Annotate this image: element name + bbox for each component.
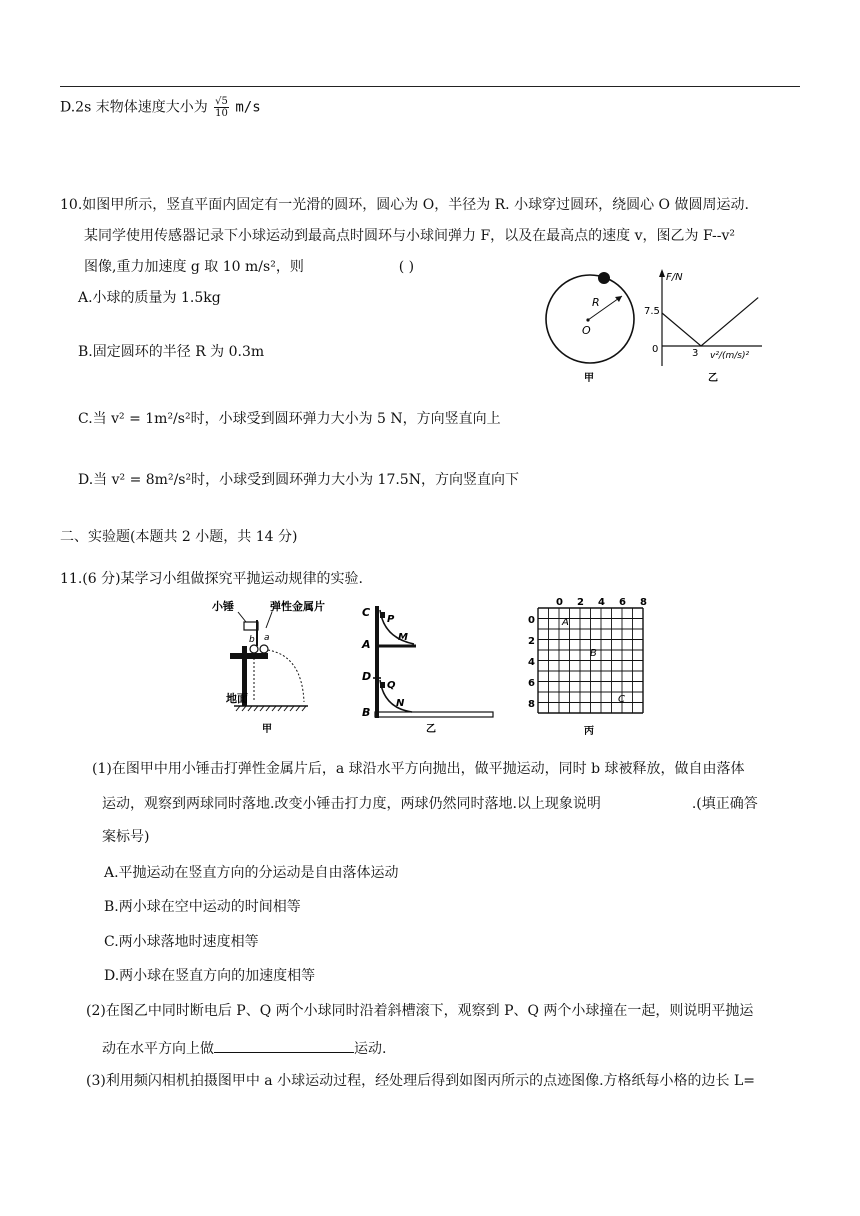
- trajectory-a: [268, 650, 304, 702]
- label-r: R: [592, 296, 600, 309]
- q10-line1: 10.如图甲所示，竖直平面内固定有一光滑的圆环，圆心为 O，半径为 R. 小球穿过圆环，绕圆心 O 做圆周运动.: [60, 197, 749, 213]
- caption-bing: 丙: [584, 726, 594, 737]
- left-tick-label: 4: [528, 657, 535, 668]
- label-b: b: [249, 635, 255, 645]
- hammer-pointer: [238, 612, 246, 622]
- q11-p1-option-d: D.两小球在竖直方向的加速度相等: [104, 968, 316, 984]
- ball-b: [250, 645, 258, 653]
- horizontal-board: [375, 712, 493, 717]
- q11-p2-line2a: 动在水平方向上做: [102, 1041, 214, 1057]
- ball: [598, 272, 610, 284]
- q9-d-fraction: [214, 96, 229, 119]
- q9-d-text: D.2s 末物体速度大小为: [60, 99, 208, 116]
- grid-ticks: [528, 597, 647, 710]
- q10-option-d: D.当 v² = 8m²/s²时，小球受到圆环弹力大小为 17.5N，方向竖直向下: [78, 472, 519, 488]
- q11-figure-bing: [522, 594, 652, 740]
- label-d: D: [362, 670, 372, 683]
- upper-chute: [380, 610, 414, 644]
- stand-pole: [375, 606, 379, 718]
- origin-label: 0: [652, 344, 659, 355]
- stand-arm: [230, 653, 268, 659]
- q11-p1-option-b: B.两小球在空中运动的时间相等: [104, 899, 301, 915]
- left-tick-label: 6: [528, 678, 535, 689]
- center-dot: [586, 318, 589, 321]
- q10-figure-yi: [644, 266, 780, 386]
- answer-blank: [214, 1040, 354, 1053]
- data-series-line: [662, 298, 758, 346]
- ball-p: [380, 612, 385, 618]
- q11-p1-line1: (1)在图甲中用小锤击打弹性金属片后，a 球沿水平方向抛出，做平抛运动，同时 b 球被释放，做自由落体: [92, 761, 745, 777]
- caption-yi: 乙: [708, 373, 718, 384]
- q10-option-c: C.当 v² = 1m²/s²时，小球受到圆环弹力大小为 5 N，方向竖直向上: [78, 411, 501, 427]
- answer-paren: ( ): [398, 259, 415, 275]
- left-tick-label: 2: [528, 636, 535, 647]
- x-axis-label: v²/(m/s)²: [710, 351, 750, 361]
- label-o: O: [582, 324, 591, 337]
- label-q: Q: [387, 680, 396, 691]
- q11-p3-line1: (3)利用频闪相机拍摄图甲中 a 小球运动过程，经处理后得到如图丙所示的点迹图像.方格纸每小格的边长 L=: [86, 1073, 756, 1089]
- point-c: C: [618, 694, 625, 705]
- plate-pointer: [266, 612, 272, 628]
- y-axis-label: F/N: [666, 272, 683, 283]
- q10-option-b: B.固定圆环的半径 R 为 0.3m: [78, 344, 265, 360]
- top-tick-label: 6: [619, 597, 626, 608]
- q11-intro: 11.(6 分)某学习小组做探究平抛运动规律的实验.: [60, 571, 363, 587]
- left-tick-label: 0: [528, 615, 535, 626]
- q11-p2-line2b: 运动.: [354, 1041, 387, 1057]
- y-tick-label: 7.5: [644, 306, 660, 317]
- top-tick-label: 0: [556, 597, 563, 608]
- label-m: M: [398, 632, 408, 643]
- label-p: P: [387, 614, 395, 625]
- hammer-head: [244, 622, 258, 630]
- q11-figure-yi: [356, 598, 496, 738]
- q10-line2: 某同学使用传感器记录下小球运动到最高点时圆环与小球间弹力 F，以及在最高点的速度 v，图乙为 F--v²: [84, 228, 736, 244]
- top-tick-label: 8: [640, 597, 647, 608]
- section-heading: 二、实验题(本题共 2 小题，共 14 分): [60, 529, 298, 545]
- top-rule: [60, 86, 800, 87]
- top-tick-label: 2: [577, 597, 584, 608]
- q11-figure-jia: [212, 598, 332, 738]
- q9-d-unit: m/s: [235, 99, 261, 116]
- label-ground: 地面: [226, 692, 248, 705]
- q10-option-a: A.小球的质量为 1.5kg: [78, 290, 221, 306]
- q11-p1-line2: [102, 797, 758, 811]
- label-n: N: [396, 698, 405, 709]
- label-plate: 弹性金属片: [270, 600, 325, 613]
- q9-d-frac-num: √5: [215, 96, 228, 107]
- point-a: A: [562, 617, 569, 628]
- y-axis-arrow: [659, 269, 665, 277]
- q11-p1-line2a: 运动，观察到两球同时落地.改变小锤击打力度，两球仍然同时落地.以上现象说明: [102, 796, 601, 812]
- caption-jia: 甲: [584, 373, 594, 384]
- q9-d-frac-den: 10: [215, 108, 228, 119]
- q10-line3: [84, 260, 414, 274]
- q9-option-d: [60, 96, 261, 119]
- q11-p1-line2b: .(填正确答: [691, 796, 758, 812]
- caption-jia-11: 甲: [262, 724, 272, 735]
- point-b: B: [590, 648, 597, 659]
- q11-p1-option-c: C.两小球落地时速度相等: [104, 934, 259, 950]
- caption-yi-11: 乙: [426, 724, 436, 735]
- grid: [538, 608, 643, 713]
- radius-arrow: [615, 296, 622, 302]
- ball-a: [260, 645, 268, 653]
- ball-q: [380, 682, 385, 688]
- q10-line3-text: 图像,重力加速度 g 取 10 m/s²，则: [84, 259, 304, 275]
- q11-p2-line2: [102, 1040, 386, 1056]
- label-b: B: [362, 706, 371, 719]
- left-tick-label: 8: [528, 699, 535, 710]
- x-tick-label: 3: [692, 348, 699, 359]
- q11-p1-line3: 案标号): [102, 829, 150, 845]
- top-tick-label: 4: [598, 597, 605, 608]
- q11-p1-option-a: A.平抛运动在竖直方向的分运动是自由落体运动: [104, 865, 399, 881]
- label-a: a: [264, 633, 270, 643]
- label-hammer: 小锤: [212, 600, 234, 613]
- q11-p2-line1: (2)在图乙中同时断电后 P、Q 两个小球同时沿着斜槽滚下，观察到 P、Q 两个小球撞在一起，则说明平抛运: [86, 1003, 754, 1019]
- label-c: C: [362, 606, 371, 619]
- q10-figure-jia: [540, 266, 650, 386]
- label-a: A: [362, 638, 371, 651]
